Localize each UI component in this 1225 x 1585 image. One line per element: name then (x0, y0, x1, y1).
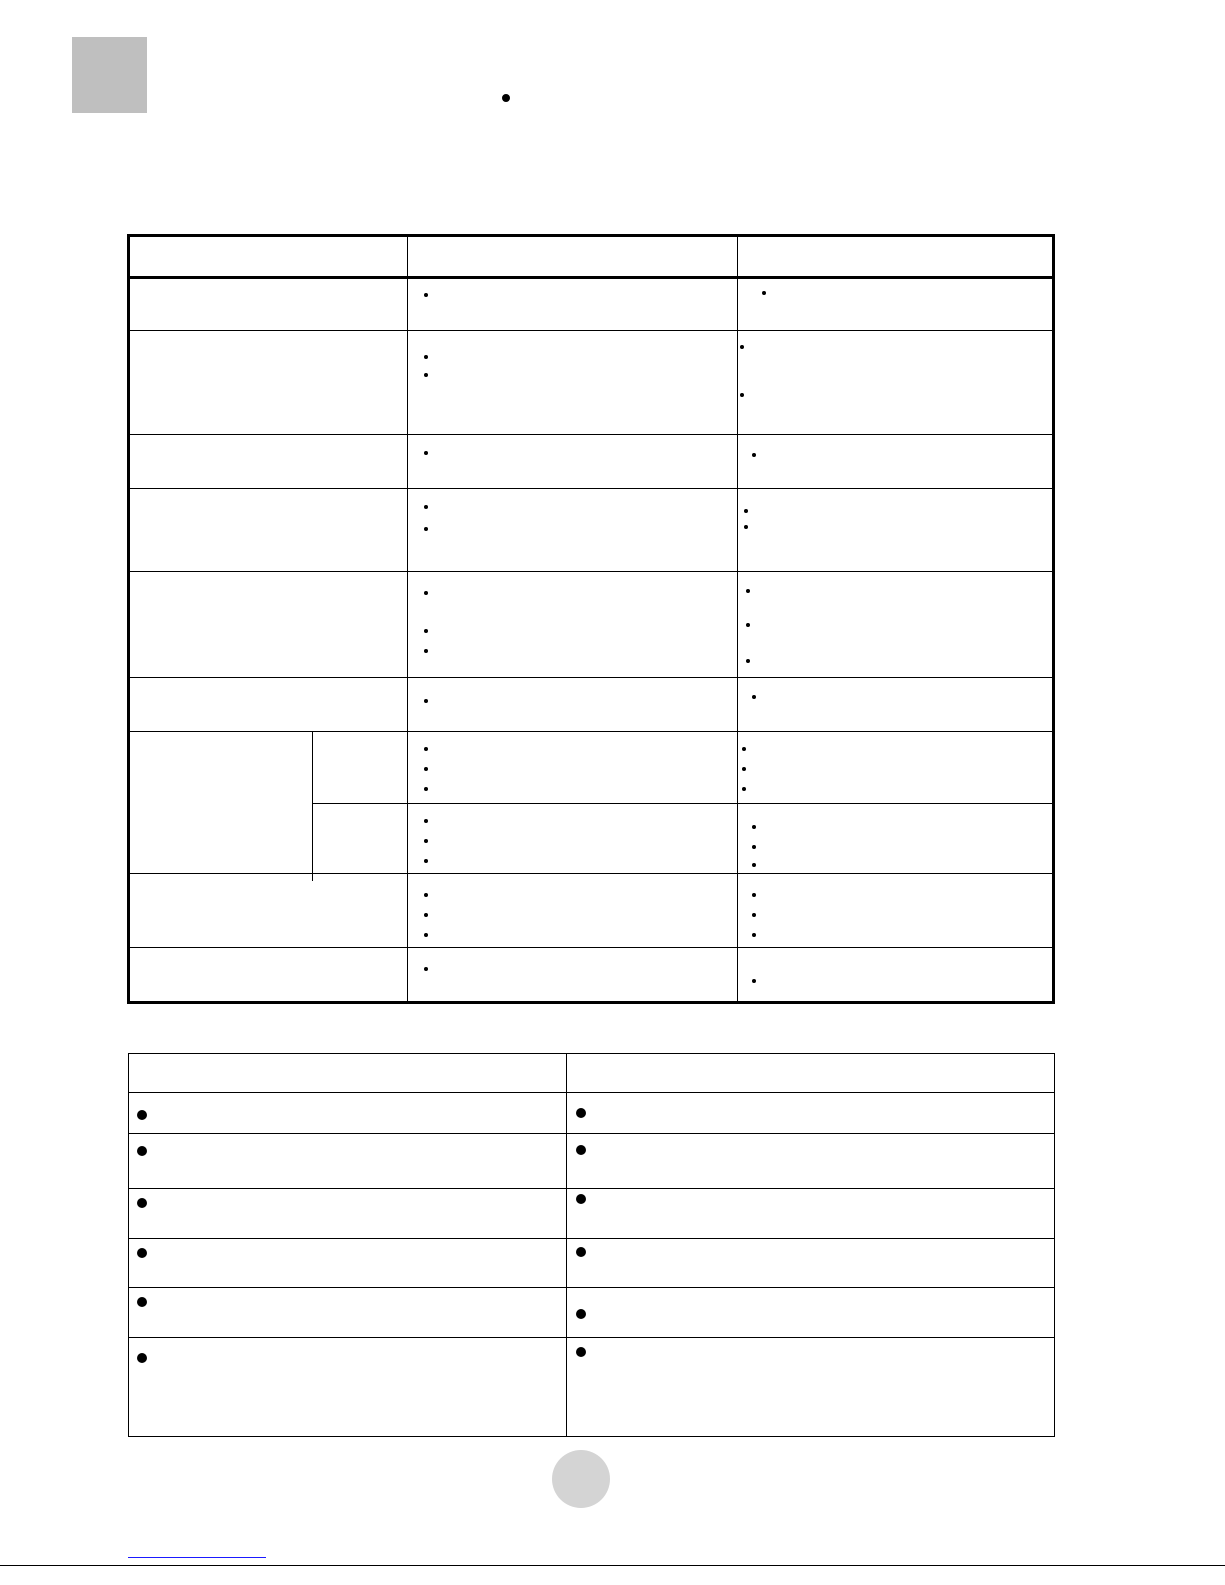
bullet-icon (576, 1145, 586, 1155)
bullet-icon (424, 649, 428, 653)
bullet-icon (576, 1309, 586, 1319)
bullet-icon (752, 979, 756, 983)
bullet-icon (752, 453, 756, 457)
bullet-icon (752, 913, 756, 917)
bullet-icon (424, 591, 428, 595)
bullet-icon (742, 767, 746, 771)
page-number-circle (552, 1450, 610, 1508)
bullet-icon (137, 1248, 147, 1258)
bullet-icon (137, 1297, 147, 1307)
bullet-icon (740, 345, 744, 349)
bullet-icon (746, 623, 750, 627)
bullet-icon (740, 393, 744, 397)
bullet-icon (762, 291, 766, 295)
summary-table (128, 1053, 1055, 1437)
bullet-icon (424, 527, 428, 531)
bullet-icon (424, 699, 428, 703)
bullet-icon (424, 839, 428, 843)
bullet-icon (424, 747, 428, 751)
bullet-icon (576, 1194, 586, 1204)
bullet-icon (424, 505, 428, 509)
bullet-icon (424, 913, 428, 917)
header-bullet-icon (502, 94, 510, 102)
bullet-icon (424, 629, 428, 633)
bullet-icon (424, 451, 428, 455)
bullet-icon (576, 1347, 586, 1357)
footer-link-underline[interactable] (128, 1557, 266, 1558)
bullet-icon (752, 893, 756, 897)
section-marker-square (72, 37, 147, 113)
bullet-icon (137, 1146, 147, 1156)
bullet-icon (746, 659, 750, 663)
bullet-icon (744, 525, 748, 529)
bullet-icon (424, 355, 428, 359)
bullet-icon (137, 1353, 147, 1363)
bullet-icon (424, 859, 428, 863)
bullet-icon (752, 933, 756, 937)
bullet-icon (424, 819, 428, 823)
bullet-icon (424, 967, 428, 971)
bullet-icon (576, 1108, 586, 1118)
footer-rule (0, 1565, 1225, 1566)
bullet-icon (742, 787, 746, 791)
bullet-icon (137, 1110, 147, 1120)
bullet-icon (746, 589, 750, 593)
bullet-icon (137, 1198, 147, 1208)
bullet-icon (424, 933, 428, 937)
bullet-icon (424, 373, 428, 377)
bullet-icon (752, 825, 756, 829)
bullet-icon (424, 293, 428, 297)
bullet-icon (424, 767, 428, 771)
bullet-icon (744, 509, 748, 513)
bullet-icon (424, 787, 428, 791)
bullet-icon (752, 863, 756, 867)
bullet-icon (752, 845, 756, 849)
comparison-table (127, 234, 1055, 1004)
bullet-icon (752, 695, 756, 699)
bullet-icon (742, 747, 746, 751)
bullet-icon (424, 893, 428, 897)
bullet-icon (576, 1247, 586, 1257)
